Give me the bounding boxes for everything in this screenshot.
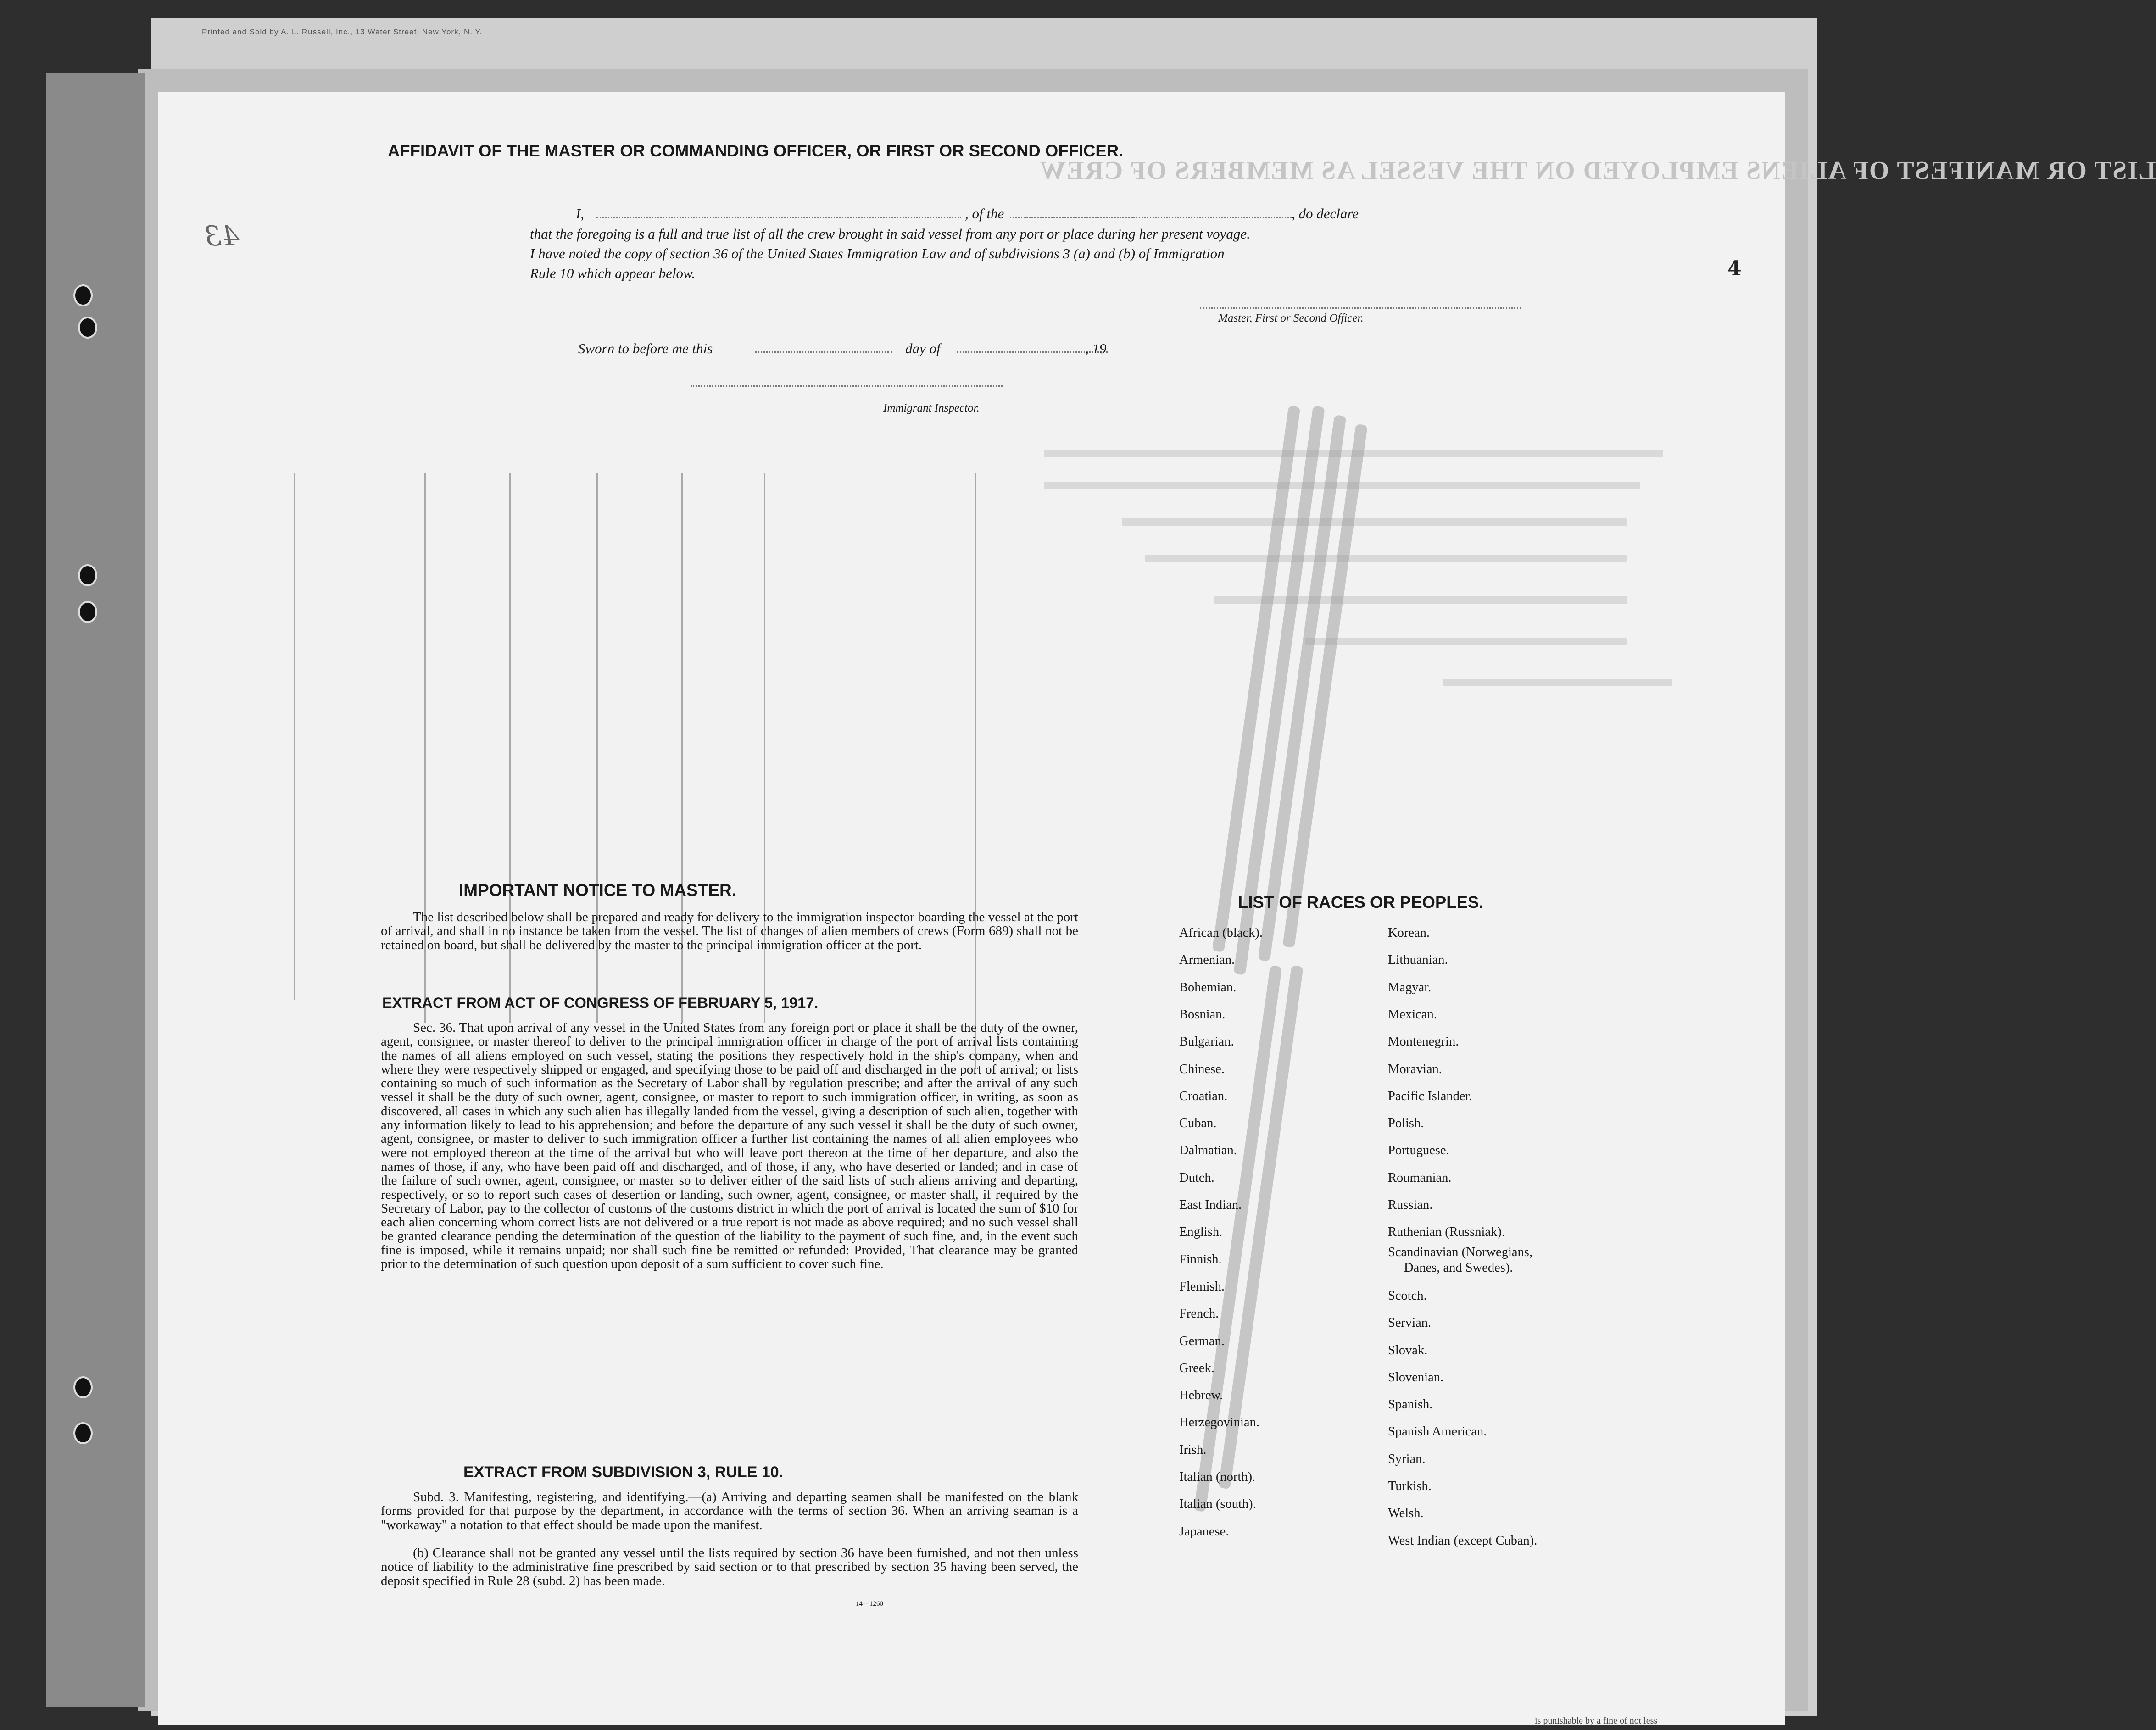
faded-column-rule [294,473,295,1000]
form-number: 14—1260 [856,1600,883,1608]
race-entry: Polish. [1388,1116,1424,1131]
race-entry: Japanese. [1179,1524,1229,1539]
faded-column-rule [975,473,976,1069]
faded-row [1443,679,1672,686]
race-entry: French. [1179,1307,1219,1321]
race-entry: Italian (north). [1179,1470,1256,1484]
race-entry: Dalmatian. [1179,1143,1237,1158]
sworn-day-of: day of [905,340,941,356]
faded-row [1214,596,1627,604]
race-entry: English. [1179,1225,1223,1240]
race-entry: Slovak. [1388,1343,1428,1357]
race-entry: African (black). [1179,926,1263,940]
rule-extract-title: EXTRACT FROM SUBDIVISION 3, RULE 10. [463,1463,784,1481]
race-entry: German. [1179,1334,1225,1348]
races-title: LIST OF RACES OR PEOPLES. [1238,893,1484,912]
race-entry: Hebrew. [1179,1388,1223,1403]
race-entry: Scotch. [1388,1288,1427,1303]
race-entry: Ruthenian (Russniak). [1388,1225,1505,1240]
race-entry: Cuban. [1179,1116,1217,1131]
race-entry: Spanish. [1388,1397,1433,1412]
race-entry: Irish. [1179,1442,1207,1457]
race-entry: Bosnian. [1179,1007,1226,1022]
race-entry: Syrian. [1388,1452,1426,1466]
inspector-signature-line [691,385,1003,387]
race-entry: Armenian. [1179,953,1235,968]
race-entry: Slovenian. [1388,1370,1444,1385]
affidavit-line3: I have noted the copy of section 36 of the United States Immigration Law and of subdivisions 3 (a) and (b) of Immigration [530,245,1225,261]
affidavit-line4: Rule 10 which appear below. [530,265,696,281]
handwritten-side-mark: 4 [1727,257,1742,280]
race-entry: Portuguese. [1388,1143,1449,1158]
faded-row [1122,518,1627,526]
binder-hole-icon [73,284,93,306]
race-entry: Scandinavian (Norwegians, [1388,1245,1532,1260]
race-entry: Mexican. [1388,1007,1437,1022]
binder-hole-icon [78,564,97,586]
act-extract-body: Sec. 36. That upon arrival of any vessel in the United States from any foreign port or place it shall be the duty of the owner, agent, consignee, or master thereof to deliver to the principal immigration officer in charge of the port of arrival lists containing the names of all aliens employed on such vessel, stating the positions they respectively hold in the ship's company, when and where they were respectively shipped or engaged, and specifying those to be paid off and discharged in the port of arrival; or lists containing so much of such information as the Secretary of Labor shall by regulation prescribe; and after the arrival of any such vessel it shall be the duty of such owner, agent, consignee, or master to report to such immigration officer, in writing, as soon as discovered, all cases in which any such alien has illegally landed from the vessel, giving a description of such alien, together with any information likely to lead to his apprehension; and before the departure of any such vessel it shall be the duty of such owner, agent, consignee, or master to deliver to such immigration officer a further list containing the names of all alien employees who were not employed thereon at the time of the arrival but who will leave port thereon at the time of her departure, and also the names of those, if any, who have been paid off and discharged, and of those, if any, who have deserted or landed; and in case of the failure of such owner, agent, consignee, or master so to deliver either of the said lists of such aliens arriving and departing, respectively, or so to report such cases of desertion or landing, such owner, agent, consignee, or master shall, if required by the Secretary of Labor, pay to the collector of customs of the customs district in which the port of arrival is located the sum of $10 for each alien concerning whom correct lists are not delivered or a true report is not made as above required; and no such vessel shall be granted clearance pending the determination of the question of the liability to the payment of such fine, and, in the event such fine is imposed, while it remains unpaid; nor shall such fine be remitted or refunded: Provided, That clearance may be granted prior to the determination of such question upon deposit of a sum sufficient to cover such fine. [381,1020,1078,1272]
binder-hole-icon [78,601,97,623]
act-extract-title: EXTRACT FROM ACT OF CONGRESS OF FEBRUARY 5, 1917. [382,995,819,1011]
sworn-statement: Sworn to before me this [578,340,713,356]
rule-extract-body-b: (b) Clearance shall not be granted any vessel until the lists required by section 36 have been furnished, and not then unless notice of liability to the administrative fine prescribed by said section or to that prescribed by section 35 having been served, the deposit specified in Rule 28 (subd. 2) has been made. [381,1546,1078,1588]
handwritten-page-number: 43 [204,220,240,252]
race-entry: Russian. [1388,1198,1433,1212]
race-entry: Bohemian. [1179,980,1237,995]
race-entry: Dutch. [1179,1170,1214,1185]
printer-line: Printed and Sold by A. L. Russell, Inc., 13 Water Street, New York, N. Y. [202,28,483,36]
master-signature-line [1200,307,1521,309]
faded-row [1305,638,1627,645]
sworn-day-blank [755,351,892,353]
rule-extract-body-a: Subd. 3. Manifesting, registering, and identifying.—(a) Arriving and departing seamen shall be manifested on the blank forms provided for that purpose by the department, in accordance with the terms of section 36. When an arriving seaman is a "workaway" a notation to that effect should be made upon the manifest. [381,1490,1078,1532]
inspector-caption: Immigrant Inspector. [883,402,980,414]
race-entry: Turkish. [1388,1479,1432,1493]
race-entry: Korean. [1388,926,1430,940]
manifest-sheet [158,92,2156,1726]
race-entry: Greek. [1179,1361,1214,1375]
race-entry: Chinese. [1179,1062,1225,1076]
race-entry: Magyar. [1388,980,1432,995]
footer-partial-text: is punishable by a fine of not less [1535,1716,1658,1726]
notice-title: IMPORTANT NOTICE TO MASTER. [459,881,737,900]
sworn-year: , 19 [1085,340,1107,356]
race-entry: Herzegovinian. [1179,1415,1259,1430]
vessel-name-blank [1025,217,1292,218]
race-entry: Lithuanian. [1388,953,1448,968]
affidavit-line1-i: I, [576,206,585,222]
signer-caption: Master, First or Second Officer. [1218,312,1364,324]
race-entry: Finnish. [1179,1252,1222,1267]
race-entry: Italian (south). [1179,1497,1256,1512]
binder-hole-icon [73,1422,93,1444]
affidavit-line1-of-the: , of the [961,206,1008,222]
faded-row [1145,555,1627,562]
race-entry: Danes, and Swedes). [1404,1261,1513,1275]
race-entry: Croatian. [1179,1089,1228,1103]
race-entry: Servian. [1388,1316,1432,1330]
faded-row [1044,482,1640,489]
binder-hole-icon [78,317,97,339]
race-entry: East Indian. [1179,1198,1242,1212]
notice-body: The list described below shall be prepared and ready for delivery to the immigration inspector boarding the vessel at the port of arrival, and shall in no instance be taken from the vessel. The list of changes of alien members of crews (Form 689) shall not be retained on board, but shall be delivered by the master to the principal immigration officer at the port. [381,910,1078,952]
faded-manifest-title: LIST OR MANIFEST OF ALIENS EMPLOYED ON THE VESSEL AS MEMBERS OF CREW [1039,156,2156,185]
race-entry: Spanish American. [1388,1424,1487,1439]
race-entry: Flemish. [1179,1279,1225,1294]
affidavit-line2: that the foregoing is a full and true list of all the crew brought in said vessel from any port or place during her present voyage. [530,226,1250,242]
affidavit-line1-declare: , do declare [1292,206,1359,222]
race-entry: Roumanian. [1388,1170,1452,1185]
race-entry: Pacific Islander. [1388,1089,1472,1103]
race-entry: Moravian. [1388,1062,1442,1076]
race-entry: Welsh. [1388,1506,1424,1521]
race-entry: Bulgarian. [1179,1035,1234,1049]
binder-hole-icon [73,1376,93,1398]
affidavit-title: AFFIDAVIT OF THE MASTER OR COMMANDING OFFICER, OR FIRST OR SECOND OFFICER. [388,141,1124,160]
race-entry: West Indian (except Cuban). [1388,1533,1538,1548]
race-entry: Montenegrin. [1388,1035,1459,1049]
binder-strip [46,73,145,1707]
